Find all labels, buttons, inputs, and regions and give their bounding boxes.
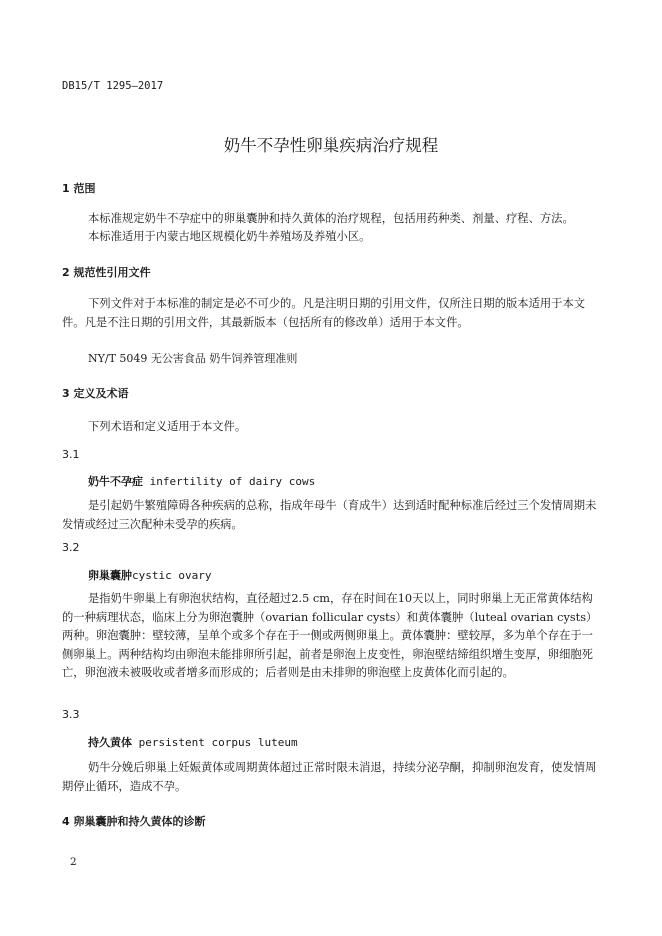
section-3-heading: 3 定义及术语 [62,387,129,400]
section-3-intro: 下列术语和定义适用于本文件。 [88,420,247,433]
term-3-3-title [88,734,298,750]
term-3-3-definition: 奶牛分娩后卵巢上妊娠黄体或周期黄体超过正常时限未消退，持续分泌孕酮，抑制卵泡发育，使发情周期停止循环，造成不孕。 [62,761,597,793]
section-2-heading: 2 规范性引用文件 [62,266,151,279]
page-title: 奶牛不孕性卵巢疾病治疗规程 [223,136,439,155]
document-id: DB15/T 1295—2017 [62,80,164,92]
term-3-3-cn: 持久黄体 [88,736,132,749]
term-3-3-number: 3.3 [62,708,80,721]
page-number: 2 [70,856,77,868]
section-2-paragraph-1: 下列文件对于本标准的制定是必不可少的。凡是注明日期的引用文件，仅所注日期的版本适用于本文件。凡是不注日期的引用文件，其最新版本（包括所有的修改单）适用于本文件。 [62,297,586,329]
term-3-1-number: 3.1 [62,448,80,461]
term-3-2-number: 3.2 [62,541,80,554]
section-1-heading: 1 范围 [62,182,96,195]
section-1-paragraph-1: 本标准规定奶牛不孕症中的卵巢囊肿和持久黄体的治疗规程，包括用药种类、剂量、疗程、方法。 [88,212,574,225]
term-3-3-en: persistent corpus luteum [132,736,298,749]
term-3-1-en: infertility of dairy cows [143,475,316,488]
term-3-2-en: cystic ovary [132,569,212,582]
term-3-2-definition: 是指奶牛卵巢上有卵泡状结构，直径超过2.5 cm，存在时间在10天以上，同时卵巢上无正常黄体结构的一种病理状态，临床上分为卵泡囊肿（ovarian follicular cysts）和黄体囊肿（luteal ovarian cysts）两种。卵泡囊肿：壁较薄，呈单个或多个存在于一侧或两侧卵巢上。黄体囊肿：壁较厚，多为单个存在于一侧卵巢上。两种结构均由卵泡未能排卵所引起，前者是卵泡上皮变性，卵泡壁结缔组织增生变厚，卵细胞死亡，卵泡液未被吸收或者增多而形成的；后者则是由未排卵的卵泡壁上皮黄体化而引起的。 [62,592,598,679]
term-3-1-title [88,473,315,489]
term-3-1-definition: 是引起奶牛繁殖障碍各种疾病的总称，指成年母牛（育成牛）达到适时配种标准后经过三个发情周期未发情或经过三次配种未受孕的疾病。 [62,499,597,531]
normative-reference: NY/T 5049 无公害食品 奶牛饲养管理准则 [88,352,298,365]
term-3-1-cn: 奶牛不孕症 [88,475,143,488]
section-1-paragraph-2: 本标准适用于内蒙古地区规模化奶牛养殖场及养殖小区。 [88,230,371,243]
section-4-heading: 4 卵巢囊肿和持久黄体的诊断 [62,815,206,828]
term-3-2-title [88,567,211,583]
term-3-2-cn: 卵巢囊肿 [88,569,132,582]
